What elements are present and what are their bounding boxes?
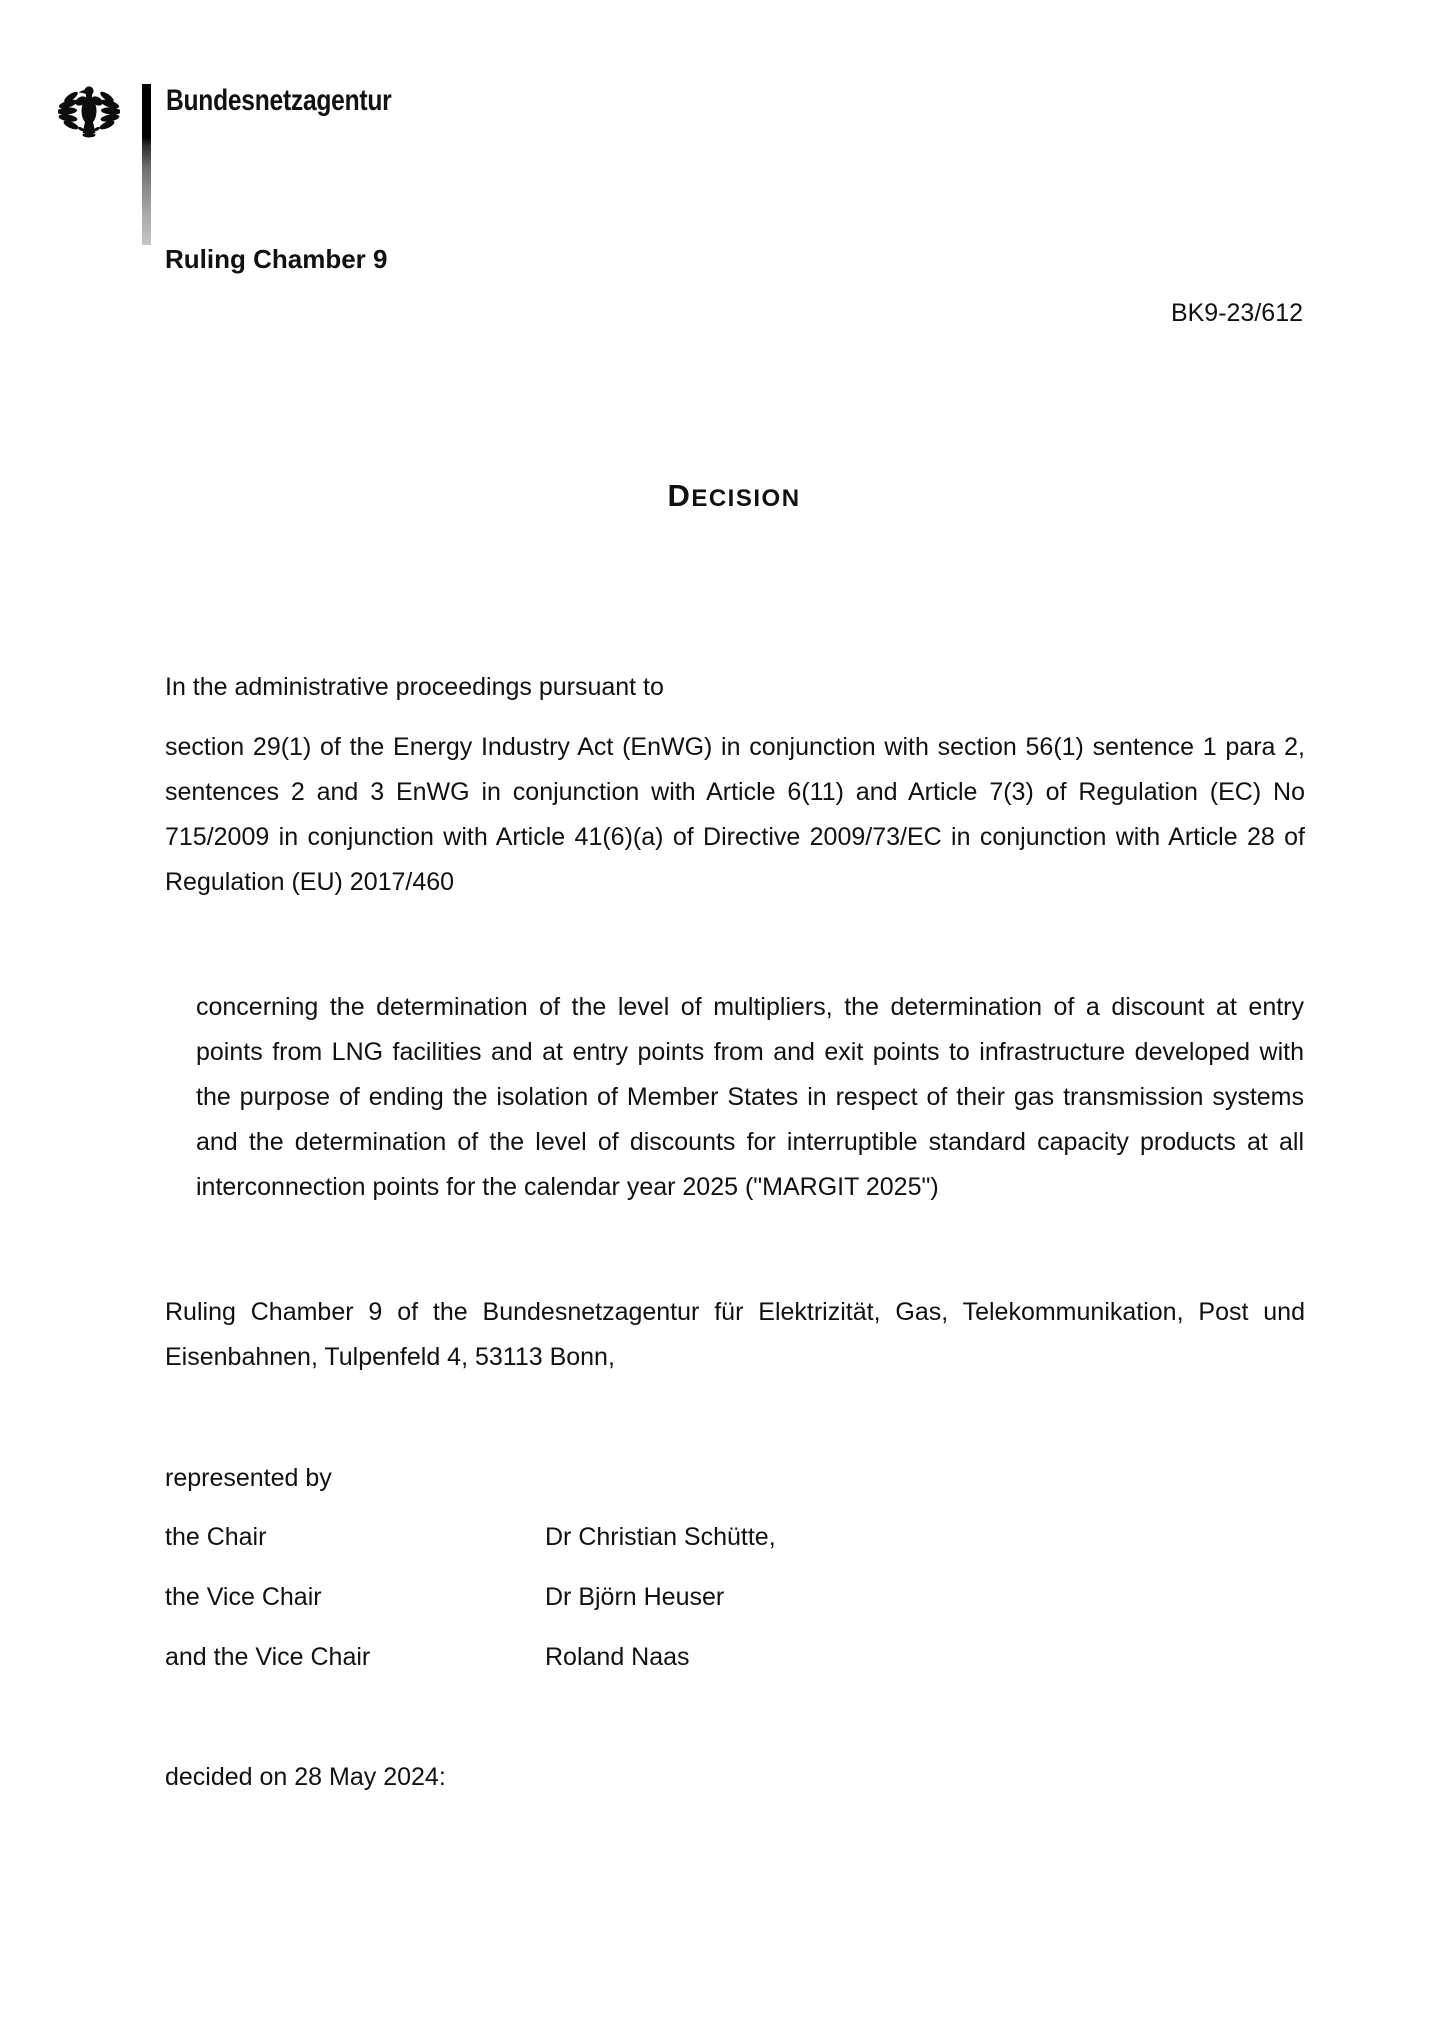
intro-line: In the administrative proceedings pursuant to — [165, 673, 664, 701]
subject-paragraph: concerning the determination of the level of multipliers, the determination of a discount at entry points from LNG facilities and at entry points from and exit points to infrastructure developed with the purpose of ending the isolation of Member States in respect of their gas transmission systems and the determination of the level of discounts for interruptible standard capacity products at all interconnection points for the calendar year 2025 ("MARGIT 2025") — [196, 993, 1304, 1201]
brand-wordmark: Bundesnetzagentur — [166, 84, 392, 117]
logo-divider-bar — [142, 84, 151, 245]
member-role: the Vice Chair — [165, 1583, 322, 1611]
member-role: and the Vice Chair — [165, 1643, 371, 1671]
member-row — [165, 1583, 1305, 1643]
represented-by-label: represented by — [165, 1464, 332, 1492]
decision-heading — [165, 479, 1303, 513]
federal-eagle-icon — [58, 82, 120, 144]
member-row — [165, 1643, 1305, 1703]
member-name: Dr Christian Schütte, — [545, 1523, 776, 1551]
member-name: Dr Björn Heuser — [545, 1583, 725, 1611]
member-role: the Chair — [165, 1523, 267, 1551]
case-reference: BK9-23/612 — [1170, 299, 1303, 327]
decided-date-line: decided on 28 May 2024: — [165, 1763, 446, 1791]
decision-heading-initial: D — [667, 478, 692, 513]
legal-basis-paragraph: section 29(1) of the Energy Industry Act (EnWG) in conjunction with section 56(1) sentence 1 para 2, sentences 2 and 3 EnWG in conjunction with Article 6(11) and Article 7(3) of Regulation (EC) No 715/2009 in conjunction with Article 41(6)(a) of Directive 2009/73/EC in conjunction with Article 28 of Regulation (EU) 2017/460 — [165, 733, 1305, 896]
chamber-title: Ruling Chamber 9 — [165, 244, 388, 274]
member-row — [165, 1523, 1305, 1583]
member-name: Roland Naas — [545, 1643, 690, 1671]
decision-heading-rest: ECISION — [691, 485, 801, 512]
members-list — [165, 1523, 1305, 1703]
authority-paragraph: Ruling Chamber 9 of the Bundesnetzagentur für Elektrizität, Gas, Telekommunikation, Post und Eisenbahnen, Tulpenfeld 4, 53113 Bonn, — [165, 1298, 1305, 1371]
